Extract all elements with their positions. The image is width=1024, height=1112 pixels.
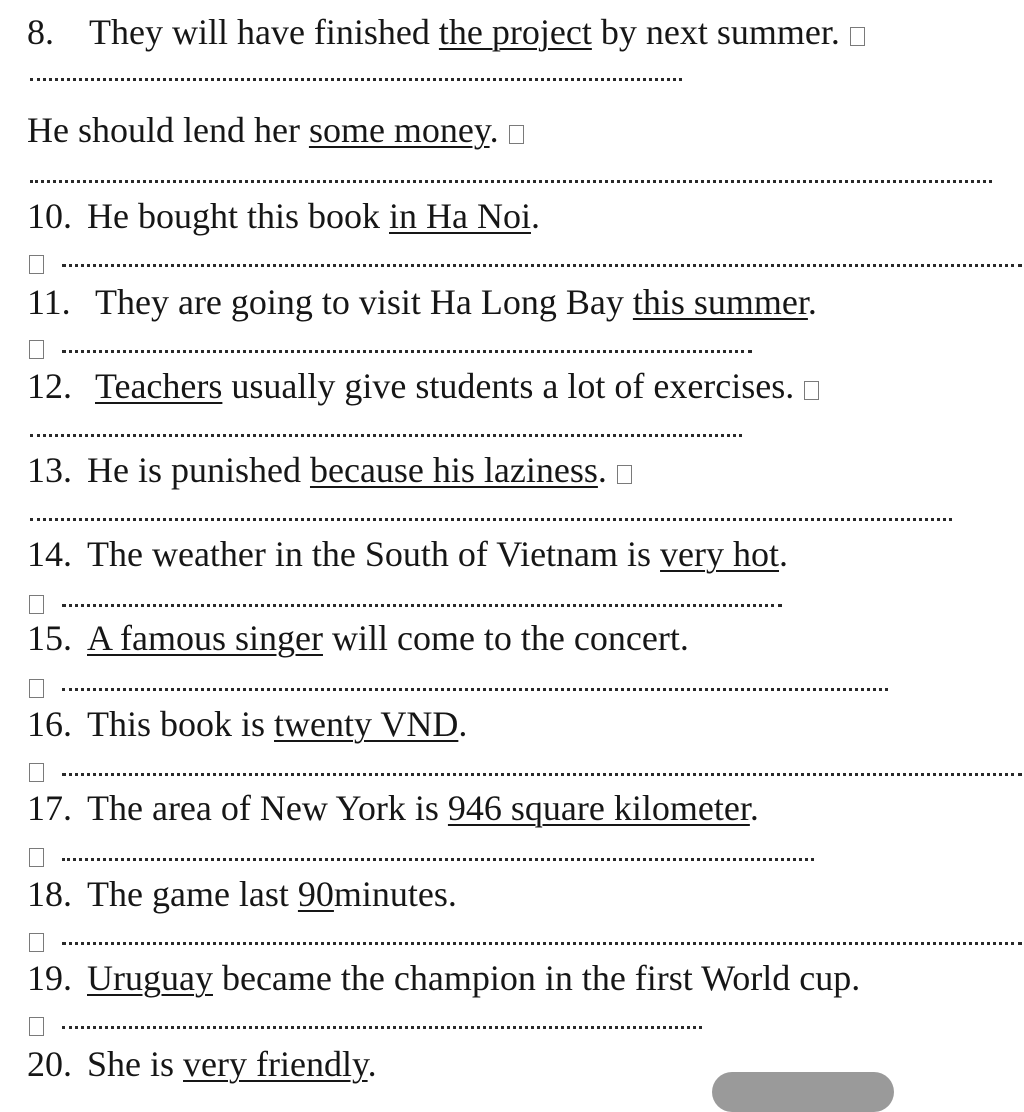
exercise-item-11 [27, 284, 817, 320]
item-text-after: usually give students a lot of exercises. [231, 366, 795, 406]
answer-line[interactable] [30, 78, 682, 81]
item-number: 18. [27, 874, 72, 914]
exercise-item-16 [27, 706, 467, 742]
item-number: 8. [27, 12, 54, 52]
answer-row [27, 1010, 44, 1046]
checkbox-icon[interactable] [29, 595, 44, 614]
underlined-phrase: the project [438, 12, 592, 52]
exercise-item-13 [27, 452, 632, 488]
checkbox-icon[interactable] [29, 848, 44, 867]
item-number: 19. [27, 958, 72, 998]
item-text: They are going to visit Ha Long Bay [95, 282, 624, 322]
underlined-phrase: this summer [632, 282, 808, 322]
item-number: 14. [27, 534, 72, 574]
underlined-phrase: 90 [297, 874, 334, 914]
underlined-phrase: 946 square kilometer [447, 788, 750, 828]
item-text: She is [87, 1044, 175, 1084]
item-text-after: by next summer. [600, 12, 840, 52]
answer-row [27, 248, 44, 284]
exercise-item-14 [27, 536, 788, 572]
answer-line[interactable] [62, 604, 782, 607]
item-text-after: minutes. [333, 874, 457, 914]
underlined-phrase: very hot [660, 534, 780, 574]
answer-line[interactable] [62, 773, 1022, 776]
underlined-phrase: very friendly [183, 1044, 368, 1084]
item-number: 17. [27, 788, 72, 828]
checkbox-icon[interactable] [29, 1017, 44, 1036]
overlay-button[interactable] [712, 1072, 894, 1112]
answer-line[interactable] [62, 350, 752, 353]
underlined-phrase: twenty VND [274, 704, 459, 744]
item-text: They will have finished [89, 12, 430, 52]
underlined-phrase: some money [308, 110, 490, 150]
checkbox-icon[interactable] [617, 465, 632, 484]
checkbox-icon[interactable] [804, 381, 819, 400]
checkbox-icon[interactable] [29, 340, 44, 359]
exercise-item-20 [27, 1046, 377, 1082]
item-text-after: . [489, 110, 499, 150]
exercise-item-17 [27, 790, 759, 826]
exercise-item-9 [27, 112, 524, 148]
checkbox-icon[interactable] [29, 255, 44, 274]
exercise-item-10 [27, 198, 540, 234]
item-number: 15. [27, 618, 72, 658]
exercise-item-12 [27, 368, 819, 404]
underlined-phrase: in Ha Noi [389, 196, 531, 236]
exercise-item-15 [27, 620, 689, 656]
answer-line[interactable] [30, 180, 992, 183]
item-number: 13. [27, 450, 72, 490]
item-text: He bought this book [87, 196, 380, 236]
exercise-item-8 [27, 14, 865, 50]
exercise-item-19 [27, 960, 860, 996]
underlined-phrase: A famous singer [87, 618, 323, 658]
item-text-after: will come to the concert. [331, 618, 689, 658]
answer-line[interactable] [62, 688, 888, 691]
item-text: The weather in the South of Vietnam is [87, 534, 652, 574]
answer-line[interactable] [62, 264, 1022, 267]
answer-row [27, 756, 44, 792]
answer-line[interactable] [62, 1026, 702, 1029]
answer-line[interactable] [30, 518, 952, 521]
underlined-phrase: Uruguay [87, 958, 213, 998]
item-number: 20. [27, 1044, 72, 1084]
checkbox-icon[interactable] [29, 763, 44, 782]
item-text-after: . [597, 450, 607, 490]
item-text-after: . [530, 196, 540, 236]
answer-row [27, 672, 44, 708]
underlined-phrase: because his laziness [309, 450, 598, 490]
answer-line[interactable] [62, 858, 814, 861]
item-text: This book is [87, 704, 266, 744]
answer-line[interactable] [62, 942, 1022, 945]
item-text-after: . [807, 282, 817, 322]
answer-row [27, 333, 44, 369]
item-number: 11. [27, 282, 71, 322]
item-text: He should lend her [27, 110, 300, 150]
item-text: He is punished [87, 450, 301, 490]
item-text-after: . [367, 1044, 377, 1084]
item-text: The game last [87, 874, 289, 914]
checkbox-icon[interactable] [29, 933, 44, 952]
answer-line[interactable] [30, 434, 742, 437]
item-text: The area of New York is [87, 788, 439, 828]
answer-row [27, 926, 44, 962]
item-text-after: . [749, 788, 759, 828]
answer-row [27, 841, 44, 877]
checkbox-icon[interactable] [509, 125, 524, 144]
item-number: 10. [27, 196, 72, 236]
item-text-after: . [779, 534, 789, 574]
checkbox-icon[interactable] [29, 679, 44, 698]
item-text-after: . [458, 704, 468, 744]
item-number: 12. [27, 366, 72, 406]
item-text-after: became the champion in the first World cup. [221, 958, 861, 998]
exercise-item-18 [27, 876, 457, 912]
checkbox-icon[interactable] [850, 27, 865, 46]
item-number: 16. [27, 704, 72, 744]
underlined-phrase: Teachers [95, 366, 223, 406]
